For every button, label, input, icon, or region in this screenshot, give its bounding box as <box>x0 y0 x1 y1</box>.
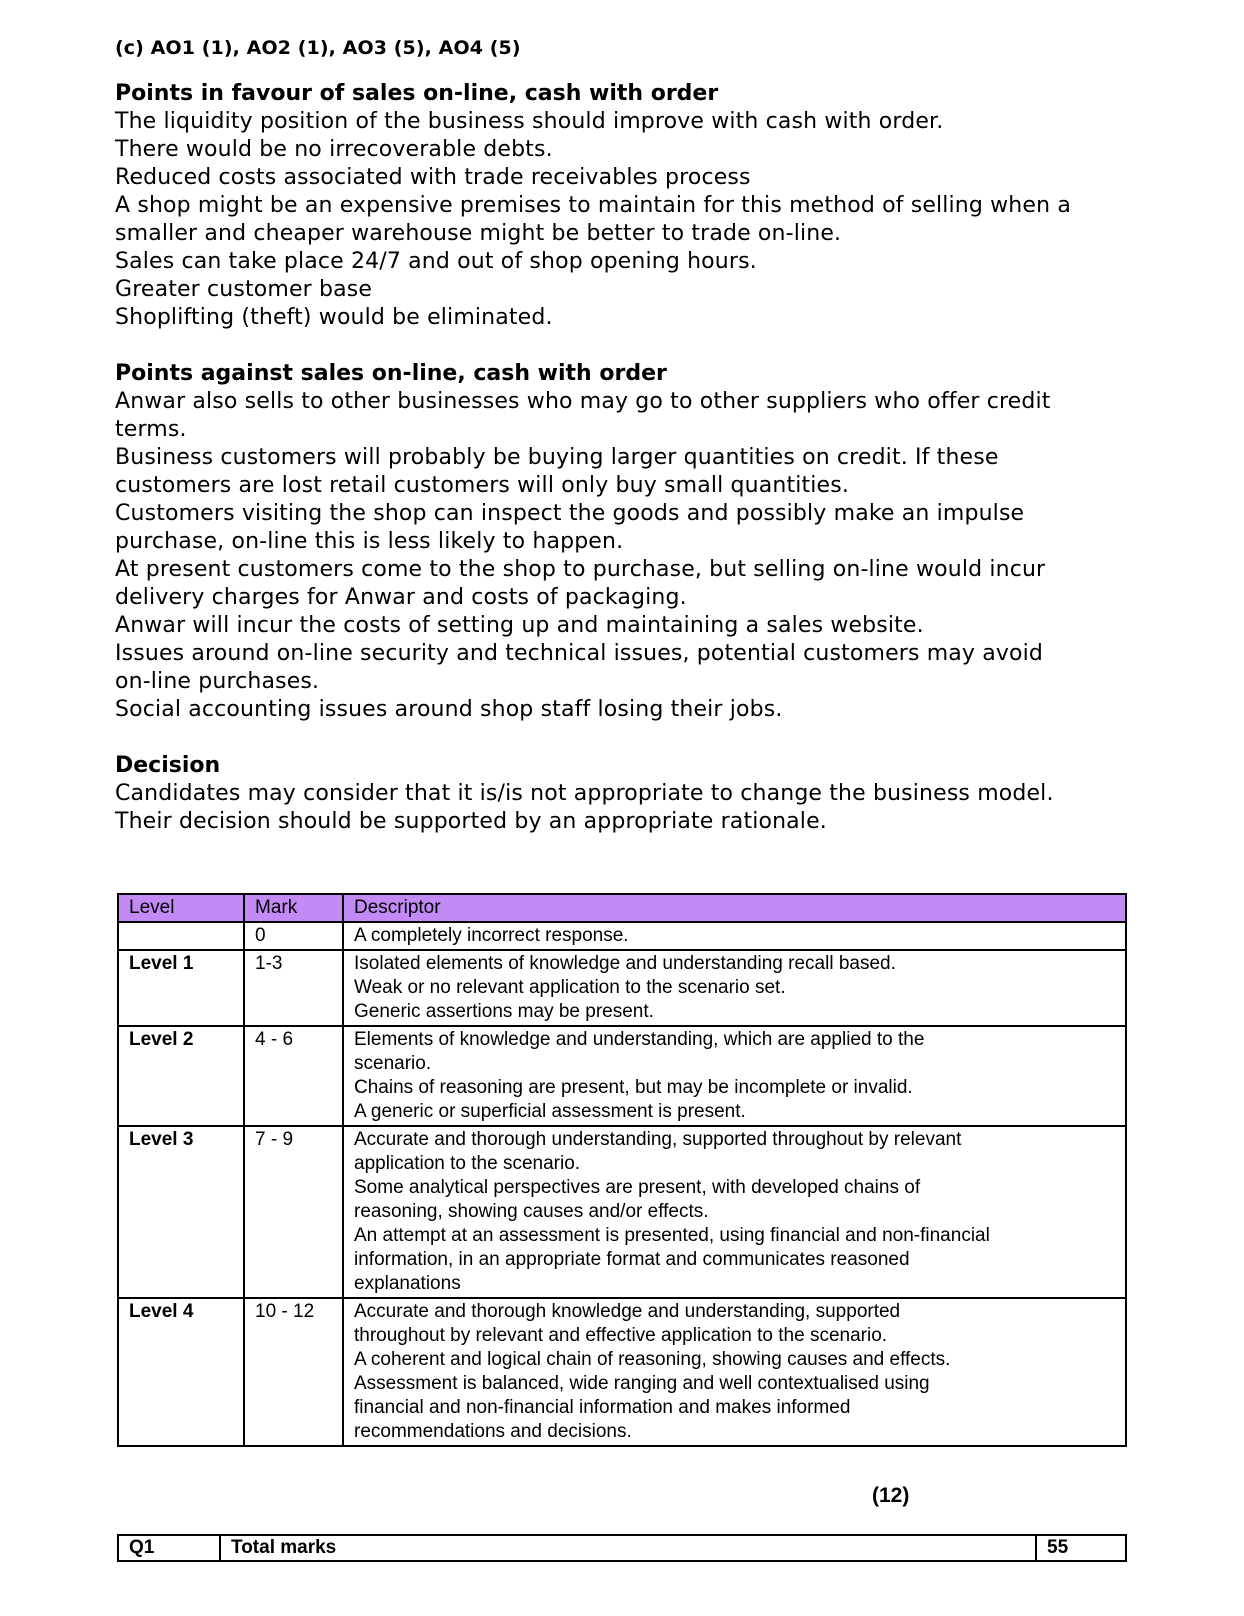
level-cell: Level 1 <box>118 950 244 1026</box>
descriptor-line: application to the scenario. <box>354 1153 581 1174</box>
mark-cell: 10 - 12 <box>244 1298 343 1446</box>
body-line: Candidates may consider that it is/is not appropriate to change the business model. <box>115 781 1054 806</box>
descriptor-line: reasoning, showing causes and/or effects. <box>354 1201 709 1222</box>
descriptor-line: Accurate and thorough knowledge and understanding, supported <box>354 1301 901 1322</box>
descriptor-line: Accurate and thorough understanding, supported throughout by relevant <box>354 1129 962 1150</box>
table-header-row <box>118 894 1126 922</box>
descriptor-cell <box>343 922 1126 950</box>
body-line: customers are lost retail customers will only buy small quantities. <box>115 473 849 498</box>
total-marks-value: 55 <box>1036 1535 1126 1561</box>
descriptor-line: Elements of knowledge and understanding, which are applied to the <box>354 1029 925 1050</box>
descriptor-line: Generic assertions may be present. <box>354 1001 654 1022</box>
section-title: Points against sales on-line, cash with order <box>115 361 667 386</box>
total-row <box>118 1535 1126 1561</box>
mark-cell: 4 - 6 <box>244 1026 343 1126</box>
body-line: There would be no irrecoverable debts. <box>115 137 553 162</box>
descriptor-cell <box>343 950 1126 1026</box>
descriptor-line: throughout by relevant and effective application to the scenario. <box>354 1325 888 1346</box>
table-row <box>118 1126 1126 1298</box>
body-line: delivery charges for Anwar and costs of packaging. <box>115 585 687 610</box>
descriptor-line: Chains of reasoning are present, but may be incomplete or invalid. <box>354 1077 913 1098</box>
descriptor-line: Isolated elements of knowledge and understanding recall based. <box>354 953 896 974</box>
question-total-table <box>117 1534 1127 1562</box>
descriptor-line: financial and non-financial information and makes informed <box>354 1397 851 1418</box>
mark-cell: 7 - 9 <box>244 1126 343 1298</box>
body-line: Customers visiting the shop can inspect the goods and possibly make an impulse <box>115 501 1025 526</box>
section-title: Decision <box>115 753 221 778</box>
total-marks-label: Total marks <box>220 1535 1036 1561</box>
body-line: Reduced costs associated with trade receivables process <box>115 165 751 190</box>
descriptor-line: information, in an appropriate format and communicates reasoned <box>354 1249 910 1270</box>
levels-marking-table <box>117 893 1127 1447</box>
section-points-in-favour <box>115 80 1125 332</box>
table-row <box>118 1026 1126 1126</box>
table-row <box>118 950 1126 1026</box>
body-line: smaller and cheaper warehouse might be better to trade on-line. <box>115 221 842 246</box>
body-line: on-line purchases. <box>115 669 320 694</box>
body-line: Anwar will incur the costs of setting up and maintaining a sales website. <box>115 613 924 638</box>
body-line: Issues around on-line security and technical issues, potential customers may avoid <box>115 641 1044 666</box>
descriptor-line: Weak or no relevant application to the scenario set. <box>354 977 786 998</box>
descriptor-line: scenario. <box>354 1053 432 1074</box>
mark-cell: 0 <box>244 922 343 950</box>
body-line: terms. <box>115 417 187 442</box>
assessment-objectives-heading: (c) AO1 (1), AO2 (1), AO3 (5), AO4 (5) <box>115 37 521 59</box>
descriptor-line: An attempt at an assessment is presented, using financial and non-financial <box>354 1225 990 1246</box>
mark-scheme-page <box>115 34 1125 864</box>
level-cell: Level 3 <box>118 1126 244 1298</box>
body-line: A shop might be an expensive premises to maintain for this method of selling when a <box>115 193 1071 218</box>
descriptor-line: explanations <box>354 1273 461 1294</box>
part-total-marks: (12) <box>872 1484 910 1507</box>
table-row <box>118 922 1126 950</box>
body-line: At present customers come to the shop to purchase, but selling on-line would incur <box>115 557 1046 582</box>
descriptor-line: A completely incorrect response. <box>354 925 629 946</box>
descriptor-line: Assessment is balanced, wide ranging and well contextualised using <box>354 1373 930 1394</box>
descriptor-line: recommendations and decisions. <box>354 1421 632 1442</box>
body-line: The liquidity position of the business should improve with cash with order. <box>115 109 944 134</box>
column-header-mark: Mark <box>244 894 343 922</box>
section-points-against <box>115 360 1125 724</box>
mark-cell: 1-3 <box>244 950 343 1026</box>
body-line: Their decision should be supported by an appropriate rationale. <box>115 809 827 834</box>
body-line: Greater customer base <box>115 277 373 302</box>
descriptor-line: A coherent and logical chain of reasoning, showing causes and effects. <box>354 1349 951 1370</box>
section-title: Points in favour of sales on-line, cash with order <box>115 81 719 106</box>
level-cell: Level 2 <box>118 1026 244 1126</box>
descriptor-line: A generic or superficial assessment is present. <box>354 1101 746 1122</box>
column-header-descriptor: Descriptor <box>343 894 1126 922</box>
body-line: Anwar also sells to other businesses who may go to other suppliers who offer credit <box>115 389 1051 414</box>
body-line: purchase, on-line this is less likely to happen. <box>115 529 624 554</box>
question-number: Q1 <box>118 1535 220 1561</box>
column-header-level: Level <box>118 894 244 922</box>
section-decision <box>115 752 1125 836</box>
body-line: Business customers will probably be buying larger quantities on credit. If these <box>115 445 999 470</box>
level-cell: Level 4 <box>118 1298 244 1446</box>
table-row <box>118 1298 1126 1446</box>
descriptor-cell <box>343 1298 1126 1446</box>
body-line: Shoplifting (theft) would be eliminated. <box>115 305 553 330</box>
body-line: Sales can take place 24/7 and out of shop opening hours. <box>115 249 757 274</box>
body-line: Social accounting issues around shop staff losing their jobs. <box>115 697 783 722</box>
descriptor-cell <box>343 1126 1126 1298</box>
descriptor-cell <box>343 1026 1126 1126</box>
level-cell <box>118 922 244 950</box>
descriptor-line: Some analytical perspectives are present, with developed chains of <box>354 1177 921 1198</box>
